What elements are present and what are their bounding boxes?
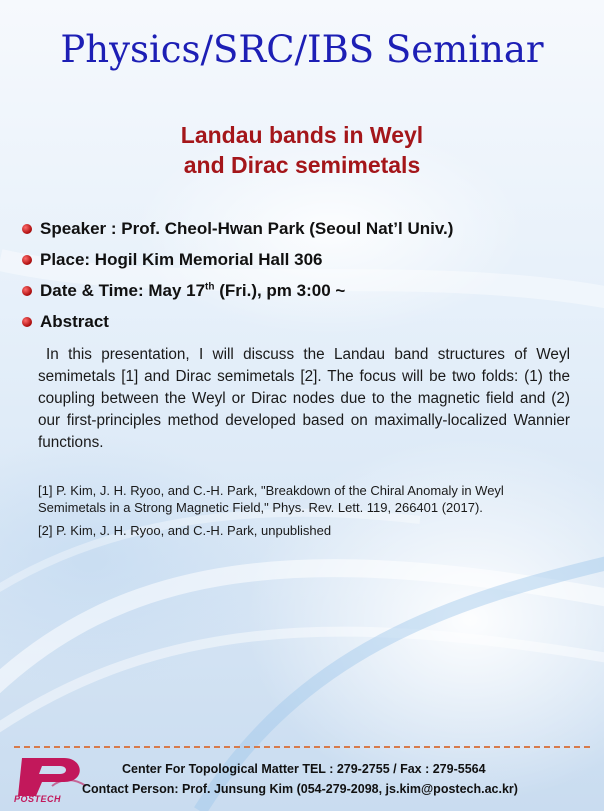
bullet-icon: [22, 286, 32, 296]
postech-logo-text: POSTECH: [14, 794, 62, 804]
footer-divider: [14, 746, 590, 748]
talk-title-line-2: and Dirac semimetals: [183, 152, 421, 178]
date-time-item: [20, 278, 595, 309]
bullet-icon: [22, 255, 32, 265]
talk-title-line-1: Landau bands in Weyl: [180, 122, 424, 148]
date-suffix-text: (Fri.), pm 3:00 ~: [214, 281, 346, 300]
date-prefix-text: Date & Time: May 17: [40, 281, 206, 300]
place-text: Place: Hogil Kim Memorial Hall 306: [40, 250, 323, 269]
contact-person-line: Contact Person: Prof. Junsung Kim (054-279-2098, js.kim@postech.ac.kr): [82, 782, 518, 796]
speaker-item: [20, 216, 595, 247]
bullet-icon: [22, 224, 32, 234]
bullet-icon: [22, 317, 32, 327]
place-item: [20, 247, 595, 278]
date-ordinal-suffix: th: [205, 281, 215, 293]
talk-title: [0, 120, 604, 180]
seminar-series-title: Physics/SRC/IBS Seminar: [60, 28, 544, 71]
abstract-label: Abstract: [40, 312, 109, 331]
abstract-heading-item: [20, 309, 595, 340]
details-list: [20, 216, 595, 340]
center-contact-line: Center For Topological Matter TEL : 279-2755 / Fax : 279-5564: [122, 762, 486, 776]
speaker-text: Speaker : Prof. Cheol-Hwan Park (Seoul Nat’l Univ.): [40, 219, 454, 238]
abstract-text: In this presentation, I will discuss the Landau band structures of Weyl semimetals [1] and Dirac semimetals [2]. The focus will be two folds: (1) the coupling between the Weyl or Dirac nodes due to the magnetic field and (2) our first-principles method developed based on maximally-localized Wannier functions.: [38, 346, 570, 451]
reference-2: [2] P. Kim, J. H. Ryoo, and C.-H. Park, unpublished: [38, 523, 332, 538]
references: [38, 482, 573, 545]
reference-1: [1] P. Kim, J. H. Ryoo, and C.-H. Park, "Breakdown of the Chiral Anomaly in Weyl Semimetals in a Strong Magnetic Field," Phys. Rev. Lett. 119, 266401 (2017).: [38, 483, 504, 515]
